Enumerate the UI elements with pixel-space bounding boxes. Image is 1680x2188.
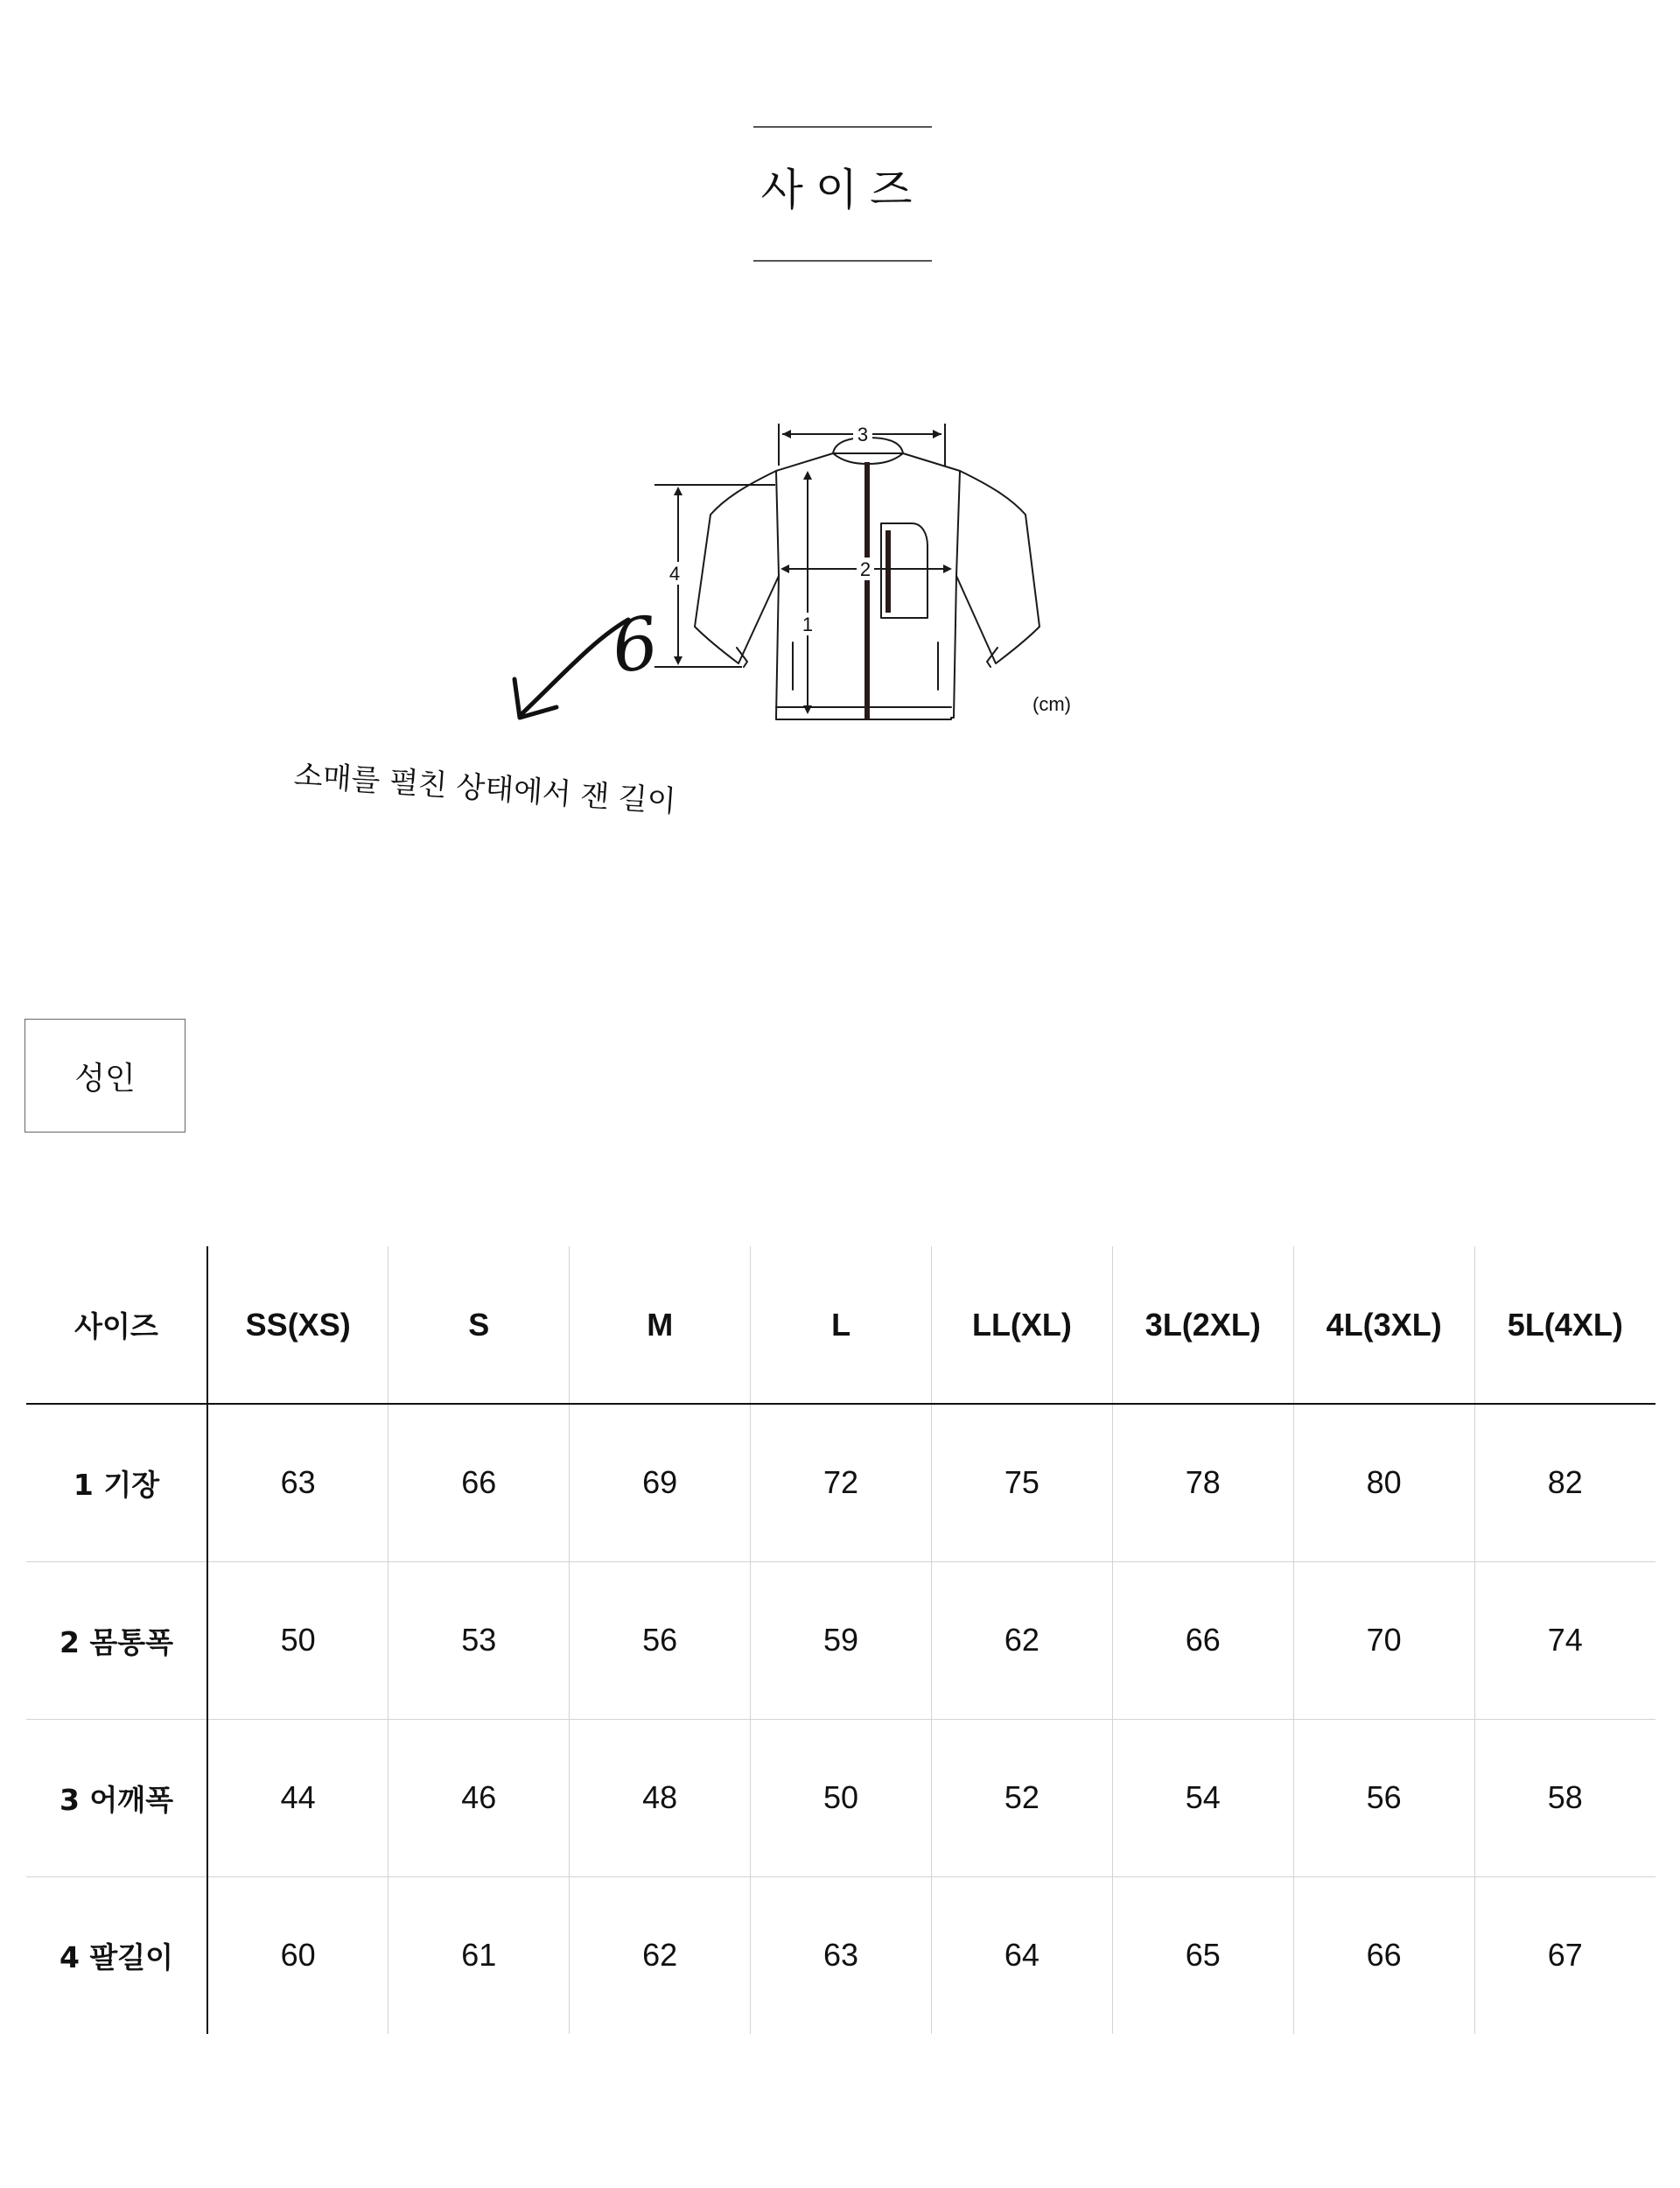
table-cell: 60: [280, 1937, 316, 1974]
table-cell: 69: [570, 1404, 751, 1561]
table-cell: 64: [932, 1876, 1113, 2034]
table-cell: 61: [388, 1876, 570, 2034]
table-row: [26, 1719, 1656, 1876]
table-cell: 66: [1112, 1561, 1293, 1719]
column-header: L: [751, 1246, 932, 1404]
column-header: SS(XS): [207, 1246, 388, 1404]
jacket-zipper: [864, 462, 870, 719]
measure-label-2: 2: [859, 558, 872, 580]
column-header: M: [570, 1246, 751, 1404]
table-cell: 58: [1474, 1719, 1656, 1876]
measure-label-3: 3: [857, 424, 869, 445]
table-cell: 50: [751, 1719, 932, 1876]
tab-adult-label: 성인: [74, 1060, 136, 1097]
table-cell: 65: [1112, 1876, 1293, 2034]
column-header: 3L(2XL): [1112, 1246, 1293, 1404]
table-cell: 56: [570, 1561, 751, 1719]
table-cell: 66: [388, 1404, 570, 1561]
table-cell: 66: [1293, 1876, 1474, 2034]
table-cell: 74: [1474, 1561, 1656, 1719]
pocket-zipper: [886, 530, 891, 613]
table-cell: 78: [1112, 1404, 1293, 1561]
column-header: 5L(4XL): [1474, 1246, 1656, 1404]
table-cell: 54: [1112, 1719, 1293, 1876]
row-header: 1 기장: [26, 1404, 207, 1561]
column-header: LL(XL): [932, 1246, 1113, 1404]
column-header: 4L(3XL): [1293, 1246, 1474, 1404]
sleeve-marker-label: 6: [606, 600, 664, 691]
table-cell: 59: [751, 1561, 932, 1719]
table-cell: 50: [207, 1561, 388, 1719]
table-header-row: [26, 1246, 1656, 1404]
table-row: [26, 1561, 1656, 1719]
size-table: [26, 1246, 1656, 2034]
row-header: 4 팔길이: [26, 1876, 207, 2034]
tab-adult[interactable]: [24, 1019, 186, 1133]
table-cell: 70: [1293, 1561, 1474, 1719]
table-cell: 62: [570, 1876, 751, 2034]
jacket-left-sleeve: [695, 471, 779, 663]
table-cell: 75: [932, 1404, 1113, 1561]
unit-label: (cm): [1032, 693, 1071, 715]
table-cell: 48: [570, 1719, 751, 1876]
table-cell: 44: [207, 1719, 388, 1876]
table-cell: 82: [1474, 1404, 1656, 1561]
table-row: [26, 1404, 1656, 1561]
table-cell: 63: [207, 1404, 388, 1561]
table-cell: 53: [388, 1561, 570, 1719]
sleeve-note: 소매를 펼친 상태에서 잰 길이: [292, 757, 677, 820]
table-cell: 62: [932, 1561, 1113, 1719]
table-cell: 67: [1474, 1876, 1656, 2034]
table-cell: 52: [932, 1719, 1113, 1876]
measure-label-4: 4: [668, 563, 681, 585]
row-header: 2 몸통폭: [26, 1561, 207, 1719]
table-row: [26, 1876, 1656, 2034]
jacket-right-sleeve: [956, 471, 1040, 663]
row-header: 3 어깨폭: [26, 1719, 207, 1876]
page-title: 사이즈: [760, 165, 925, 215]
table-cell: 56: [1293, 1719, 1474, 1876]
title-top-rule: [753, 126, 932, 128]
table-cell: 72: [751, 1404, 932, 1561]
title-bottom-rule: [753, 260, 932, 262]
table-cell: 63: [751, 1876, 932, 2034]
table-cell: 80: [1293, 1404, 1474, 1561]
column-header: S: [388, 1246, 570, 1404]
table-cell: 46: [388, 1719, 570, 1876]
table-corner-label: 사이즈: [26, 1246, 207, 1404]
measure-label-1: 1: [802, 614, 814, 635]
